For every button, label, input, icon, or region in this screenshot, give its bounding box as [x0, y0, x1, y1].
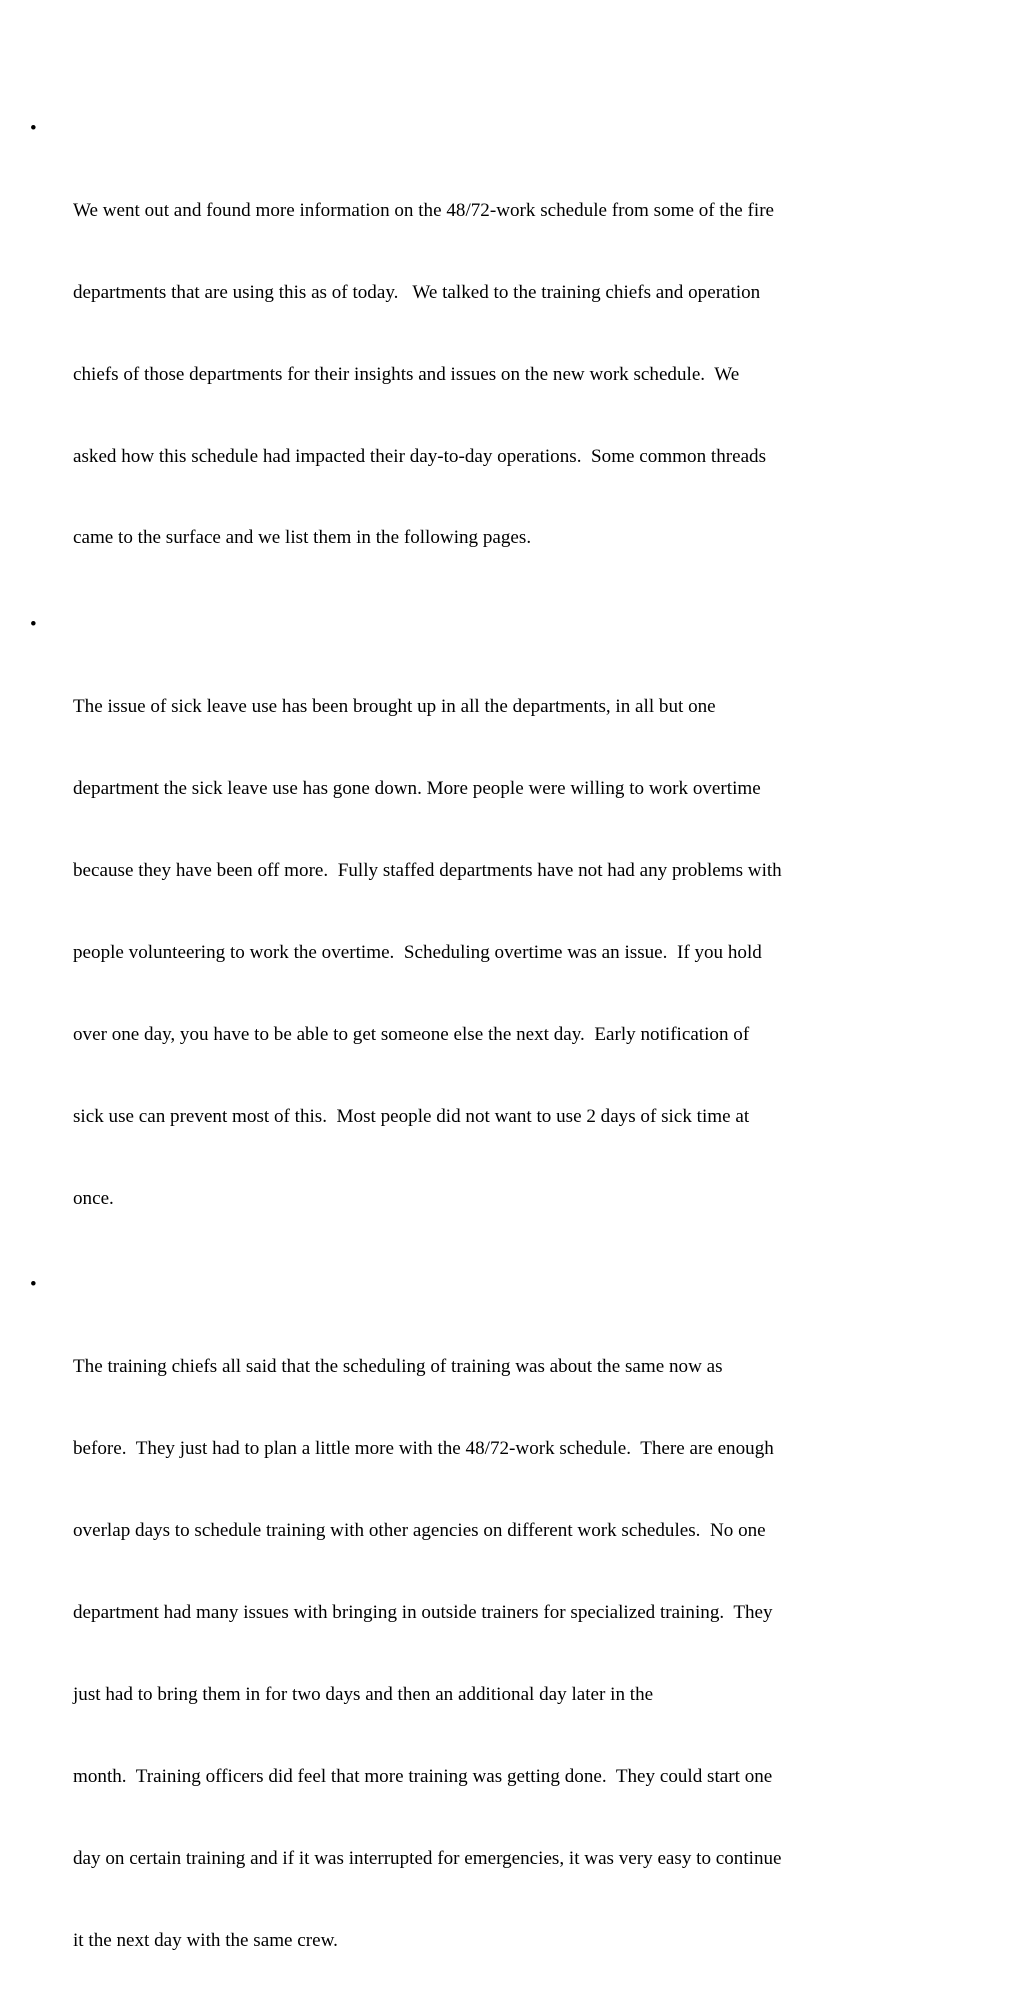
bullet-icon: •	[30, 1274, 37, 1296]
bullet-item	[30, 611, 930, 1266]
bullet-item	[30, 115, 930, 606]
bullet-text-line: people volunteering to work the overtime. Scheduling overtime was an issue. If you hold	[73, 941, 762, 963]
bullet-text-line: before. They just had to plan a little more with the 48/72-work schedule. There are enough	[73, 1438, 774, 1460]
bullet-text-line: overlap days to schedule training with other agencies on different work schedules. No one	[73, 1520, 766, 1542]
bullet-text-line: just had to bring them in for two days and then an additional day later in the	[73, 1683, 654, 1705]
bullet-text-line: We went out and found more information on the 48/72-work schedule from some of the fire	[73, 199, 775, 221]
bullet-icon: •	[30, 614, 37, 636]
bullet-text-line: department had many issues with bringing in outside trainers for specialized training. They	[73, 1602, 773, 1624]
bullet-text-line: asked how this schedule had impacted their day-to-day operations. Some common threads	[73, 445, 767, 467]
bullet-text-line: month. Training officers did feel that more training was getting done. They could start one	[73, 1765, 773, 1787]
bullet-text-line: once.	[73, 1187, 114, 1209]
bullet-icon: •	[30, 118, 37, 139]
bullet-item	[30, 1271, 930, 2008]
bullet-text-line: it the next day with the same crew.	[73, 1929, 338, 1951]
bullet-text-line: chiefs of those departments for their insights and issues on the new work schedule. We	[73, 363, 740, 385]
bullet-text-line: sick use can prevent most of this. Most people did not want to use 2 days of sick time at	[73, 1105, 750, 1127]
bullet-text-line: because they have been off more. Fully staffed departments have not had any problems with	[73, 860, 782, 882]
bullet-text-line: departments that are using this as of today. We talked to the training chiefs and operation	[73, 281, 761, 303]
bullet-text-line: department the sick leave use has gone down. More people were willing to work overtime	[73, 778, 761, 800]
bullet-list	[30, 115, 930, 2013]
bullet-text-line: over one day, you have to be able to get someone else the next day. Early notification of	[73, 1023, 750, 1045]
bullet-text-line: The training chiefs all said that the scheduling of training was about the same now as	[73, 1356, 723, 1378]
bullet-text-line: day on certain training and if it was interrupted for emergencies, it was very easy to continue	[73, 1847, 782, 1869]
bullet-text-line: The issue of sick leave use has been brought up in all the departments, in all but one	[73, 696, 716, 718]
bullet-text-line: came to the surface and we list them in the following pages.	[73, 527, 532, 549]
